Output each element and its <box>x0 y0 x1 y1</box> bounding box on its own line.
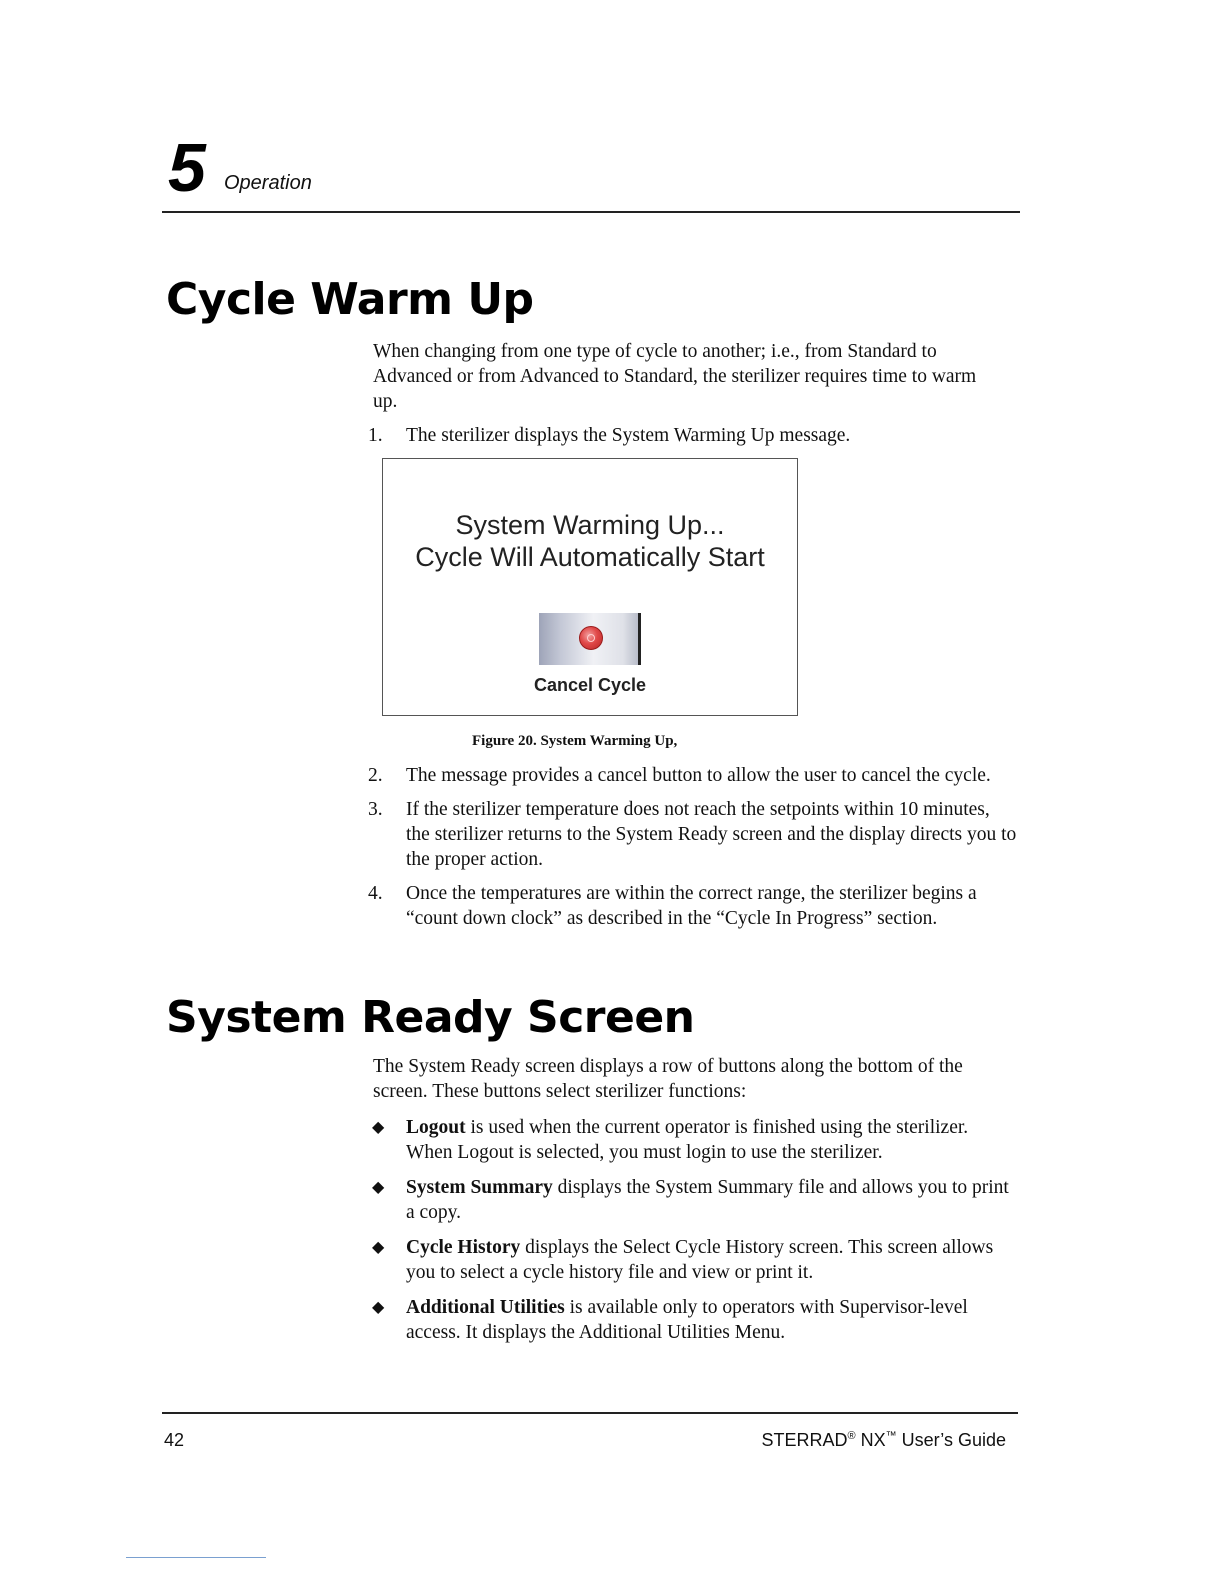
list-item <box>368 881 1018 931</box>
function-term-additional-utilities: Additional Utilities <box>406 1297 565 1318</box>
step-text: The sterilizer displays the System Warming Up message. <box>406 425 851 446</box>
list-item <box>368 1175 1018 1225</box>
system-warming-up-screen <box>382 458 798 716</box>
list-item <box>368 797 1018 872</box>
function-description: displays the System Summary file and allows you to print a copy. <box>406 1177 1009 1223</box>
step-text: If the sterilizer temperature does not reach the setpoints within 10 minutes, the sterilizer returns to the System Ready screen and the display directs you to the proper action. <box>406 799 1017 870</box>
system-ready-functions <box>368 1115 1018 1345</box>
footer-rule <box>162 1412 1018 1414</box>
function-description: is available only to operators with Supervisor-level access. It displays the Additional Utilities Menu. <box>406 1297 968 1343</box>
function-term-cycle-history: Cycle History <box>406 1237 521 1258</box>
guide-brand: STERRAD <box>761 1430 848 1450</box>
warm-up-steps-part1 <box>368 423 1018 448</box>
function-description: is used when the current operator is finished using the sterilizer. When Logout is selected, you must login to use the sterilizer. <box>406 1117 969 1163</box>
guide-suffix: User’s Guide <box>896 1430 1006 1450</box>
trademark-mark: ™ <box>885 1430 897 1442</box>
bullet-diamond-icon: ◆ <box>372 1239 385 1256</box>
screen-message-line1: System Warming Up... <box>455 510 725 540</box>
cancel-cycle-button[interactable] <box>539 613 641 665</box>
registered-mark: ® <box>847 1430 856 1442</box>
step-number: 1. <box>368 425 383 446</box>
figure-caption: Figure 20. System Warming Up, <box>472 733 678 749</box>
step-number: 4. <box>368 883 383 904</box>
warm-up-intro: When changing from one type of cycle to another; i.e., from Standard to Advanced or from Advanced to Standard, the sterilizer requires time to warm up. <box>373 341 977 412</box>
scan-mark-line <box>126 1557 266 1558</box>
list-item <box>368 1235 1018 1285</box>
step-text: The message provides a cancel button to allow the user to cancel the cycle. <box>406 765 991 786</box>
section-heading-cycle-warm-up: Cycle Warm Up <box>166 274 534 325</box>
step-number: 2. <box>368 765 383 786</box>
chapter-number: 5 <box>168 130 206 206</box>
bullet-diamond-icon: ◆ <box>372 1119 385 1136</box>
function-description: displays the Select Cycle History screen. This screen allows you to select a cycle history file and view or print it. <box>406 1237 994 1283</box>
header-rule <box>162 211 1020 213</box>
list-item <box>368 1115 1018 1165</box>
step-number: 3. <box>368 799 383 820</box>
list-item <box>368 1295 1018 1345</box>
step-text: Once the temperatures are within the correct range, the sterilizer begins a “count down clock” as described in the “Cycle In Progress” section. <box>406 883 977 929</box>
warm-up-steps-part2 <box>368 763 1018 931</box>
cancel-cycle-label: Cancel Cycle <box>533 675 647 695</box>
chapter-title: Operation <box>224 172 312 194</box>
function-term-logout: Logout <box>406 1117 466 1138</box>
screen-message-line2: Cycle Will Automatically Start <box>415 542 765 572</box>
section-heading-system-ready: System Ready Screen <box>166 992 695 1043</box>
list-item <box>368 423 1018 448</box>
bullet-diamond-icon: ◆ <box>372 1179 385 1196</box>
bullet-diamond-icon: ◆ <box>372 1299 385 1316</box>
list-item <box>368 763 1018 788</box>
system-ready-intro: The System Ready screen displays a row of buttons along the bottom of the screen. These buttons select sterilizer functions: <box>373 1056 963 1102</box>
function-term-system-summary: System Summary <box>406 1177 553 1198</box>
cancel-circle-icon <box>579 626 603 650</box>
guide-product: NX <box>855 1430 886 1450</box>
guide-title <box>761 1428 1006 1452</box>
page-number: 42 <box>164 1430 185 1450</box>
